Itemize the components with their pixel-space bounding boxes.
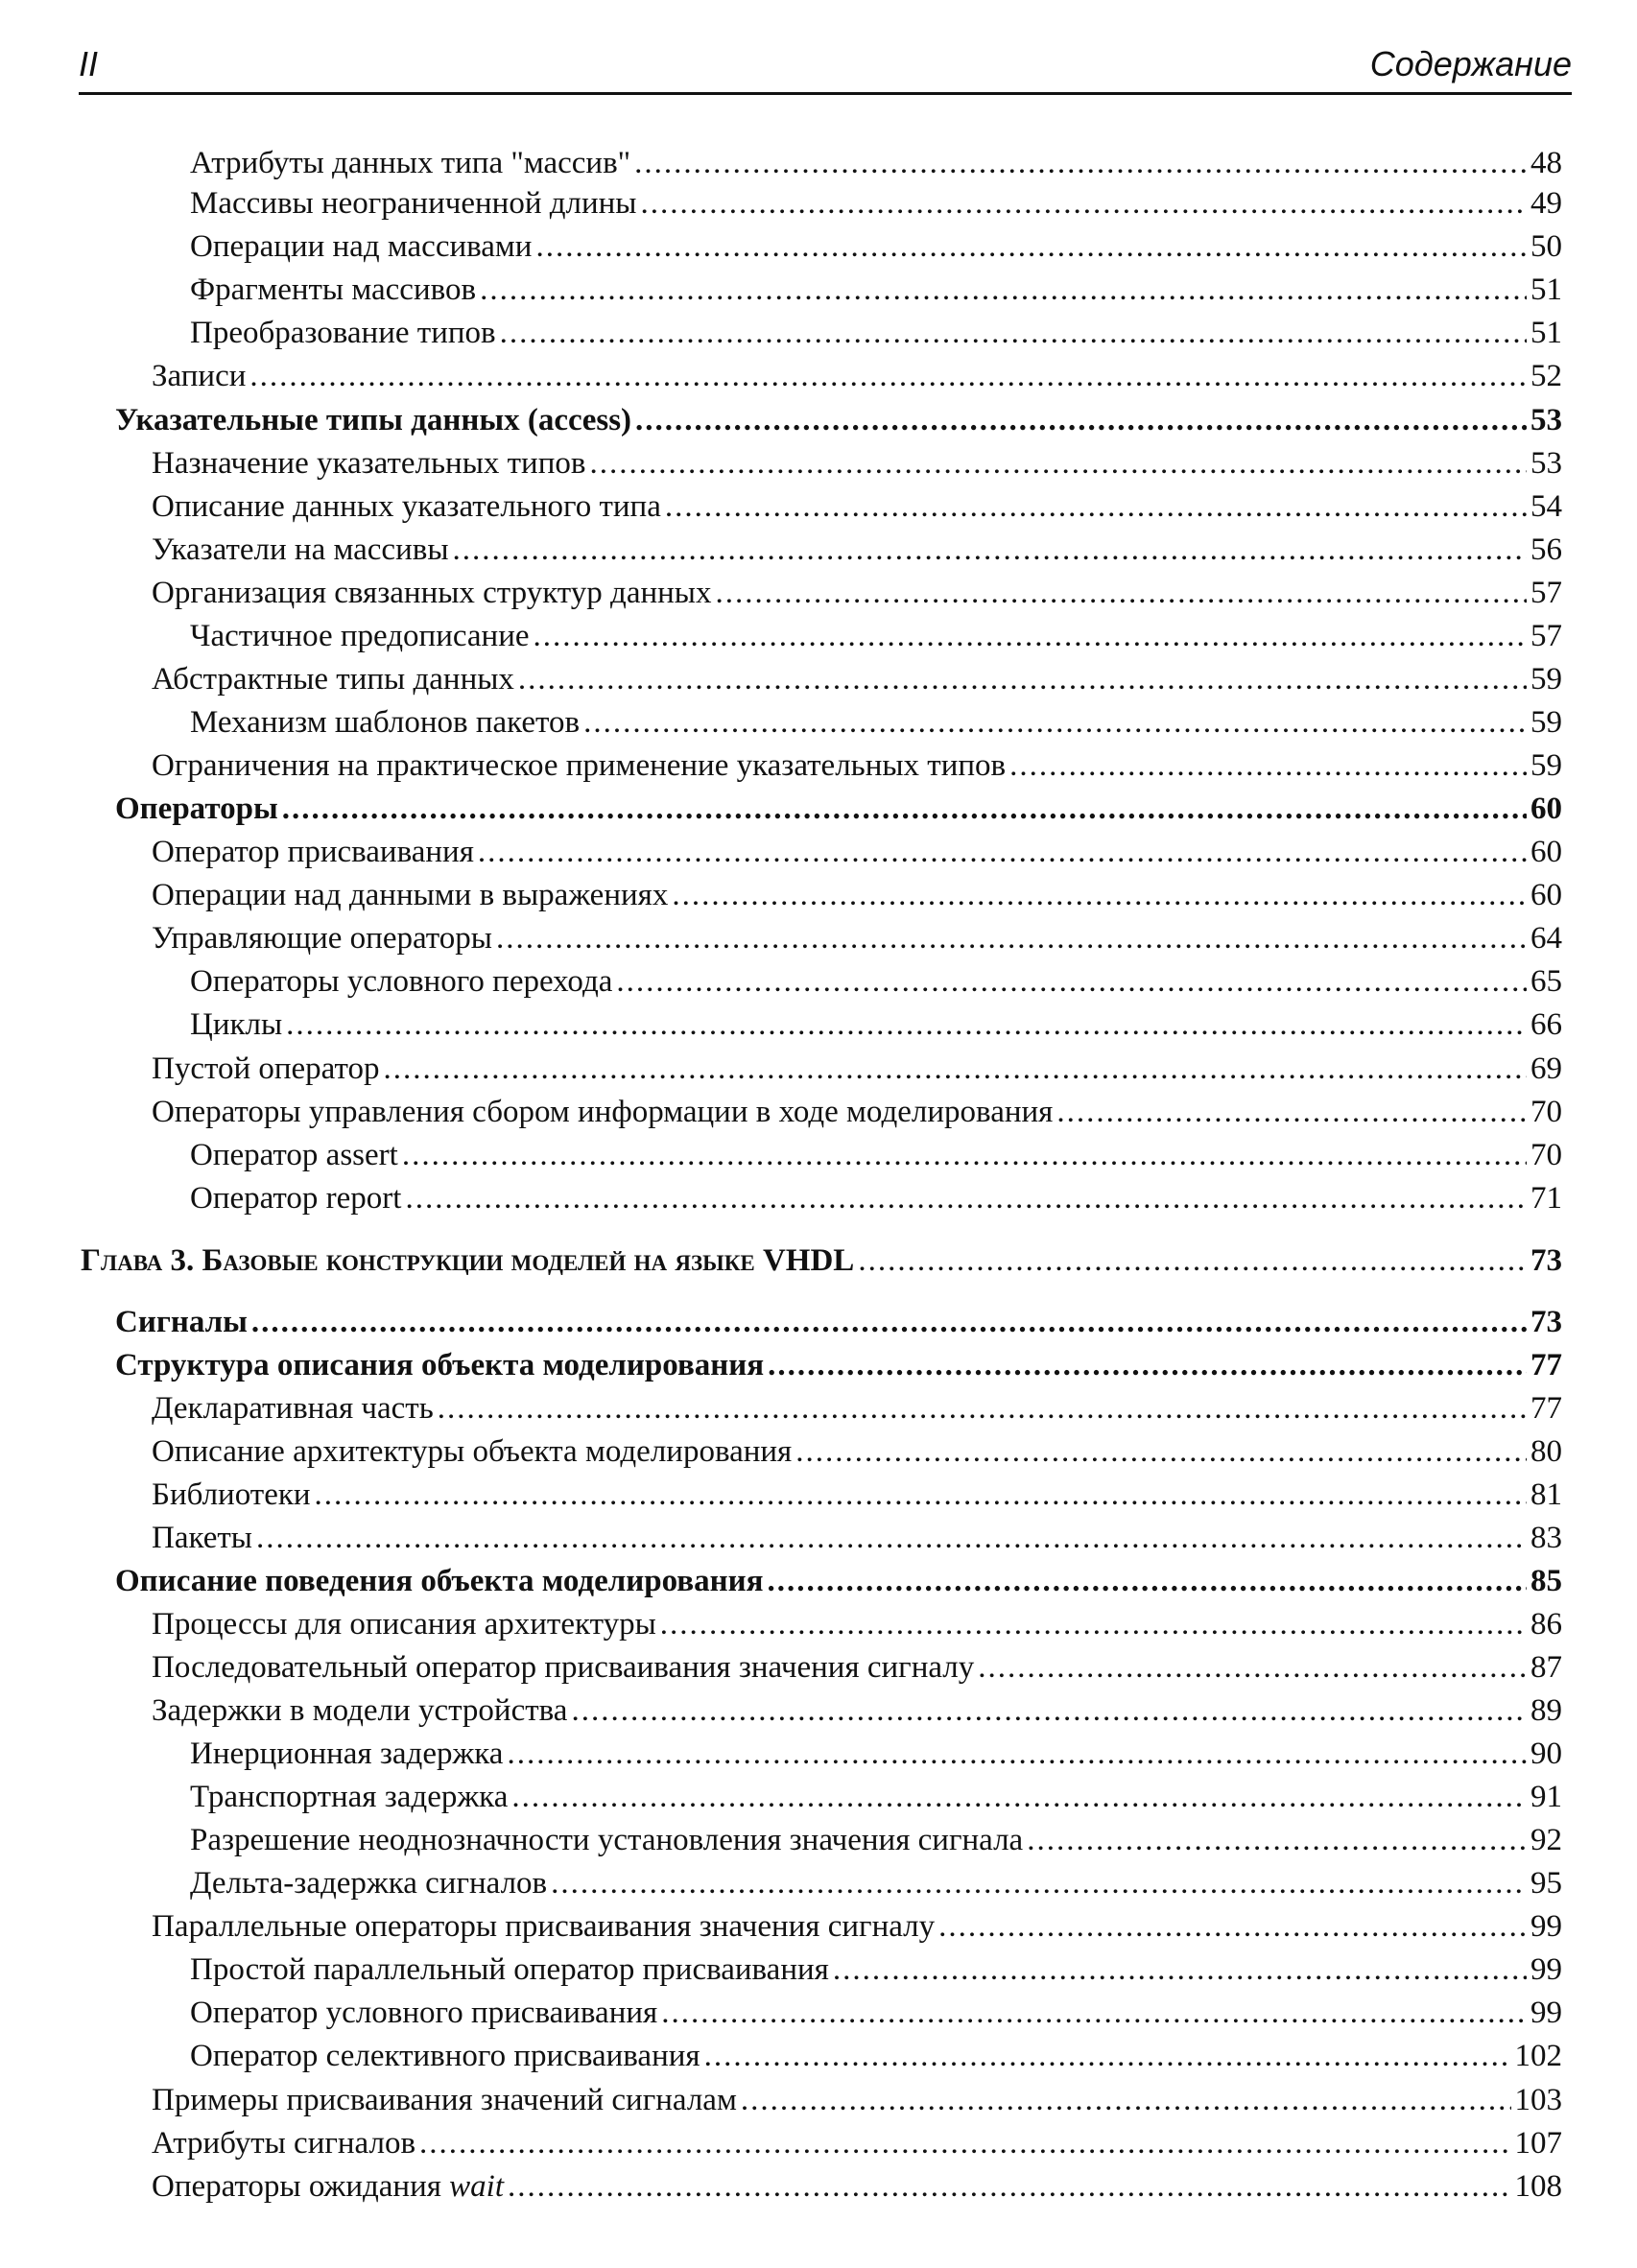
dot-leader — [405, 1177, 1527, 1219]
toc-entry-title: Операторы ожидания wait — [152, 2169, 505, 2204]
toc-entry — [0, 182, 1562, 224]
toc-entry — [0, 1862, 1562, 1904]
toc-entry-title: Последовательный оператор присваивания значения сигналу — [152, 1650, 975, 1685]
dot-leader — [282, 788, 1527, 830]
toc-page-number: 53 — [1530, 403, 1562, 437]
toc-entry-title: Разрешение неоднозначности установления значения сигнала — [190, 1823, 1024, 1857]
toc-entry — [0, 1560, 1562, 1602]
toc-entry-title: Организация связанных структур данных — [152, 576, 712, 610]
toc-page-number: 102 — [1514, 2039, 1562, 2073]
toc-entry-title: Атрибуты данных типа "массив" — [190, 146, 631, 180]
toc-entry-title: Массивы неограниченной длины — [190, 186, 637, 221]
toc-entry-title: Описание данных указательного типа — [152, 489, 661, 524]
toc-entry-title: Сигналы — [115, 1305, 248, 1339]
toc-page-number: 60 — [1530, 835, 1562, 869]
dot-leader — [1009, 744, 1527, 787]
toc-page-number: 86 — [1530, 1607, 1562, 1642]
toc-page-number: 57 — [1530, 576, 1562, 610]
toc-entry — [0, 1689, 1562, 1732]
dot-leader — [634, 142, 1527, 184]
toc-page-number: 99 — [1530, 1952, 1562, 1987]
toc-entry — [0, 312, 1562, 354]
toc-entry-title: Библиотеки — [152, 1477, 311, 1512]
toc-entry — [0, 960, 1562, 1003]
dot-leader — [616, 960, 1527, 1003]
toc-page-number: 92 — [1530, 1823, 1562, 1857]
toc-page-number: 53 — [1530, 446, 1562, 481]
toc-entry-title: Оператор report — [190, 1181, 402, 1216]
toc-entry-title: Оператор присваивания — [152, 835, 474, 869]
toc-page-number: 77 — [1530, 1391, 1562, 1426]
toc-entry-title: Механизм шаблонов пакетов — [190, 705, 581, 740]
toc-page-number: 60 — [1530, 878, 1562, 912]
toc-chapter — [0, 1240, 1562, 1282]
toc-page-number: 54 — [1530, 489, 1562, 524]
dot-leader — [507, 1733, 1527, 1775]
toc-page-number: 50 — [1530, 229, 1562, 264]
dot-leader — [249, 355, 1527, 397]
toc-page-number: 87 — [1530, 1650, 1562, 1685]
toc-entry-title: Операторы — [115, 791, 278, 826]
toc-entry — [0, 1905, 1562, 1948]
toc-entry — [0, 1004, 1562, 1046]
toc-page-number: 66 — [1530, 1007, 1562, 1042]
dot-leader — [583, 701, 1527, 744]
toc-page-number: 57 — [1530, 619, 1562, 653]
toc-entry — [0, 1091, 1562, 1133]
dot-leader — [833, 1949, 1527, 1991]
dot-leader — [660, 1603, 1527, 1645]
dot-leader — [741, 2079, 1511, 2121]
toc-entry — [0, 744, 1562, 787]
toc-entry-title: Операции над данными в выражениях — [152, 878, 669, 912]
toc-entry — [0, 142, 1562, 184]
toc-entry — [0, 2165, 1562, 2208]
dot-leader — [672, 874, 1527, 916]
toc-entry — [0, 572, 1562, 614]
toc-page-number: 80 — [1530, 1434, 1562, 1469]
dot-leader — [256, 1517, 1527, 1559]
dot-leader — [315, 1474, 1527, 1516]
dot-leader — [286, 1004, 1527, 1046]
dot-leader — [383, 1048, 1527, 1090]
toc-page-number: 48 — [1530, 146, 1562, 180]
toc-entry-title: Оператор селективного присваивания — [190, 2039, 700, 2073]
toc-entry — [0, 1776, 1562, 1818]
toc-entry-title: Указательные типы данных (access) — [115, 403, 632, 437]
dot-leader — [496, 917, 1527, 959]
toc-entry-title: Операторы условного перехода — [190, 964, 613, 999]
dot-leader — [534, 615, 1527, 657]
toc-entry-title: Преобразование типов — [190, 316, 496, 350]
toc-page-number: 83 — [1530, 1521, 1562, 1555]
toc-entry — [0, 1048, 1562, 1090]
dot-leader — [551, 1862, 1527, 1904]
dot-leader — [251, 1301, 1527, 1343]
toc-entry-title: Атрибуты сигналов — [152, 2126, 416, 2161]
toc-page-number: 99 — [1530, 1909, 1562, 1944]
dot-leader — [978, 1646, 1527, 1689]
toc-entry — [0, 1387, 1562, 1429]
dot-leader — [402, 1134, 1527, 1176]
toc-entry-title: Операции над массивами — [190, 229, 533, 264]
toc-page-number: 77 — [1530, 1348, 1562, 1382]
toc-entry — [0, 529, 1562, 571]
dot-leader — [589, 442, 1527, 484]
toc-entry — [0, 1603, 1562, 1645]
toc-entry-title: Оператор условного присваивания — [190, 1996, 658, 2030]
toc-entry — [0, 1430, 1562, 1473]
dot-leader — [768, 1344, 1527, 1386]
dot-leader — [535, 225, 1527, 268]
dot-leader — [508, 2165, 1510, 2208]
dot-leader — [938, 1905, 1527, 1948]
dot-leader — [640, 182, 1527, 224]
toc-entry-title: Процессы для описания архитектуры — [152, 1607, 656, 1642]
toc-page-number: 51 — [1530, 272, 1562, 307]
toc-page-number: 65 — [1530, 964, 1562, 999]
toc-entry — [0, 658, 1562, 700]
toc-entry-title: Операторы управления сбором информации в ходе моделирования — [152, 1095, 1054, 1129]
toc-entry-keyword: wait — [449, 2169, 505, 2204]
toc-page-number: 73 — [1530, 1305, 1562, 1339]
toc-entry — [0, 1819, 1562, 1861]
toc-entry — [0, 1344, 1562, 1386]
dot-leader — [858, 1240, 1527, 1282]
toc-entry-title: Назначение указательных типов — [152, 446, 586, 481]
toc-page-number: 91 — [1530, 1780, 1562, 1814]
toc-entry-title: Дельта-задержка сигналов — [190, 1866, 548, 1901]
page-header — [79, 40, 1572, 95]
toc-entry — [0, 701, 1562, 744]
toc-entry-title: Примеры присваивания значений сигналам — [152, 2083, 737, 2117]
toc-page-number: 71 — [1530, 1181, 1562, 1216]
toc-page-number: 73 — [1530, 1243, 1562, 1278]
dot-leader — [715, 572, 1527, 614]
toc-entry-title: Фрагменты массивов — [190, 272, 477, 307]
toc-entry-title: Транспортная задержка — [190, 1780, 509, 1814]
toc-entry-title: Задержки в модели устройства — [152, 1693, 568, 1728]
toc-entry — [0, 1474, 1562, 1516]
toc-entry — [0, 788, 1562, 830]
toc-entry-title: Пустой оператор — [152, 1051, 380, 1086]
toc-entry — [0, 485, 1562, 528]
toc-entry-title: Циклы — [190, 1007, 283, 1042]
toc-entry — [0, 1992, 1562, 2034]
toc-entry-title: Параллельные операторы присваивания значения сигналу — [152, 1909, 936, 1944]
toc-entry — [0, 399, 1562, 441]
toc-entry — [0, 1134, 1562, 1176]
toc-page-number: 81 — [1530, 1477, 1562, 1512]
toc-entry-title: Управляющие операторы — [152, 921, 492, 956]
toc-entry — [0, 1646, 1562, 1689]
toc-entry — [0, 442, 1562, 484]
toc-entry — [0, 874, 1562, 916]
toc-page-number: 56 — [1530, 532, 1562, 567]
toc-page-number: 99 — [1530, 1996, 1562, 2030]
dot-leader — [438, 1387, 1527, 1429]
toc-entry-title: Простой параллельный оператор присваивания — [190, 1952, 829, 1987]
toc-entry-title: Частичное предописание — [190, 619, 530, 653]
toc-page-number: 70 — [1530, 1138, 1562, 1172]
dot-leader — [661, 1992, 1527, 2034]
dot-leader — [511, 1776, 1527, 1818]
toc-entry-title: Описание поведения объекта моделирования — [115, 1564, 764, 1598]
toc-entry-title: Пакеты — [152, 1521, 252, 1555]
toc-entry-title: Ограничения на практическое применение указательных типов — [152, 748, 1007, 783]
dot-leader — [1056, 1091, 1527, 1133]
toc-entry-title: Оператор assert — [190, 1138, 398, 1172]
dot-leader — [571, 1689, 1527, 1732]
toc-page-number: 69 — [1530, 1051, 1562, 1086]
dot-leader — [635, 399, 1527, 441]
dot-leader — [480, 269, 1527, 311]
toc-entry — [0, 355, 1562, 397]
toc-page-number: 85 — [1530, 1564, 1562, 1598]
dot-leader — [1027, 1819, 1527, 1861]
toc-page-number: 59 — [1530, 662, 1562, 697]
toc-entry — [0, 615, 1562, 657]
toc-entry-title: Глава 3. Базовые конструкции моделей на языке VHDL — [81, 1243, 855, 1278]
page-number: II — [79, 44, 99, 83]
toc-entry — [0, 225, 1562, 268]
dot-leader — [500, 312, 1527, 354]
toc-page-number: 108 — [1514, 2169, 1562, 2204]
toc-page-number: 51 — [1530, 316, 1562, 350]
toc-entry — [0, 1177, 1562, 1219]
toc-entry — [0, 1301, 1562, 1343]
dot-leader — [453, 529, 1528, 571]
toc-entry — [0, 1733, 1562, 1775]
toc-entry — [0, 2122, 1562, 2164]
dot-leader — [665, 485, 1527, 528]
toc-page-number: 60 — [1530, 791, 1562, 826]
toc-page-number: 90 — [1530, 1736, 1562, 1771]
toc-entry-title: Указатели на массивы — [152, 532, 449, 567]
dot-leader — [795, 1430, 1527, 1473]
toc-page-number: 70 — [1530, 1095, 1562, 1129]
toc-entry — [0, 917, 1562, 959]
toc-entry — [0, 1949, 1562, 1991]
toc-page-number: 64 — [1530, 921, 1562, 956]
toc-entry-title: Декларативная часть — [152, 1391, 434, 1426]
toc-entry-title: Описание архитектуры объекта моделирования — [152, 1434, 793, 1469]
dot-leader — [518, 658, 1527, 700]
toc-entry-title: Инерционная задержка — [190, 1736, 504, 1771]
toc-entry-title: Записи — [152, 359, 247, 393]
toc-page-number: 107 — [1514, 2126, 1562, 2161]
toc-page-number: 49 — [1530, 186, 1562, 221]
running-title: Содержание — [1369, 44, 1572, 83]
toc-entry — [0, 269, 1562, 311]
toc-entry — [0, 2079, 1562, 2121]
dot-leader — [419, 2122, 1510, 2164]
toc-entry — [0, 1517, 1562, 1559]
toc-entry-title: Структура описания объекта моделирования — [115, 1348, 765, 1382]
toc-entry — [0, 2035, 1562, 2077]
toc-page-number: 95 — [1530, 1866, 1562, 1901]
dot-leader — [768, 1560, 1527, 1602]
toc-page-number: 59 — [1530, 748, 1562, 783]
toc-page-number: 103 — [1514, 2083, 1562, 2117]
toc-entry — [0, 831, 1562, 873]
toc-page-number: 52 — [1530, 359, 1562, 393]
toc-page-number: 59 — [1530, 705, 1562, 740]
dot-leader — [704, 2035, 1511, 2077]
toc-page-number: 89 — [1530, 1693, 1562, 1728]
dot-leader — [478, 831, 1527, 873]
toc-entry-title: Абстрактные типы данных — [152, 662, 514, 697]
